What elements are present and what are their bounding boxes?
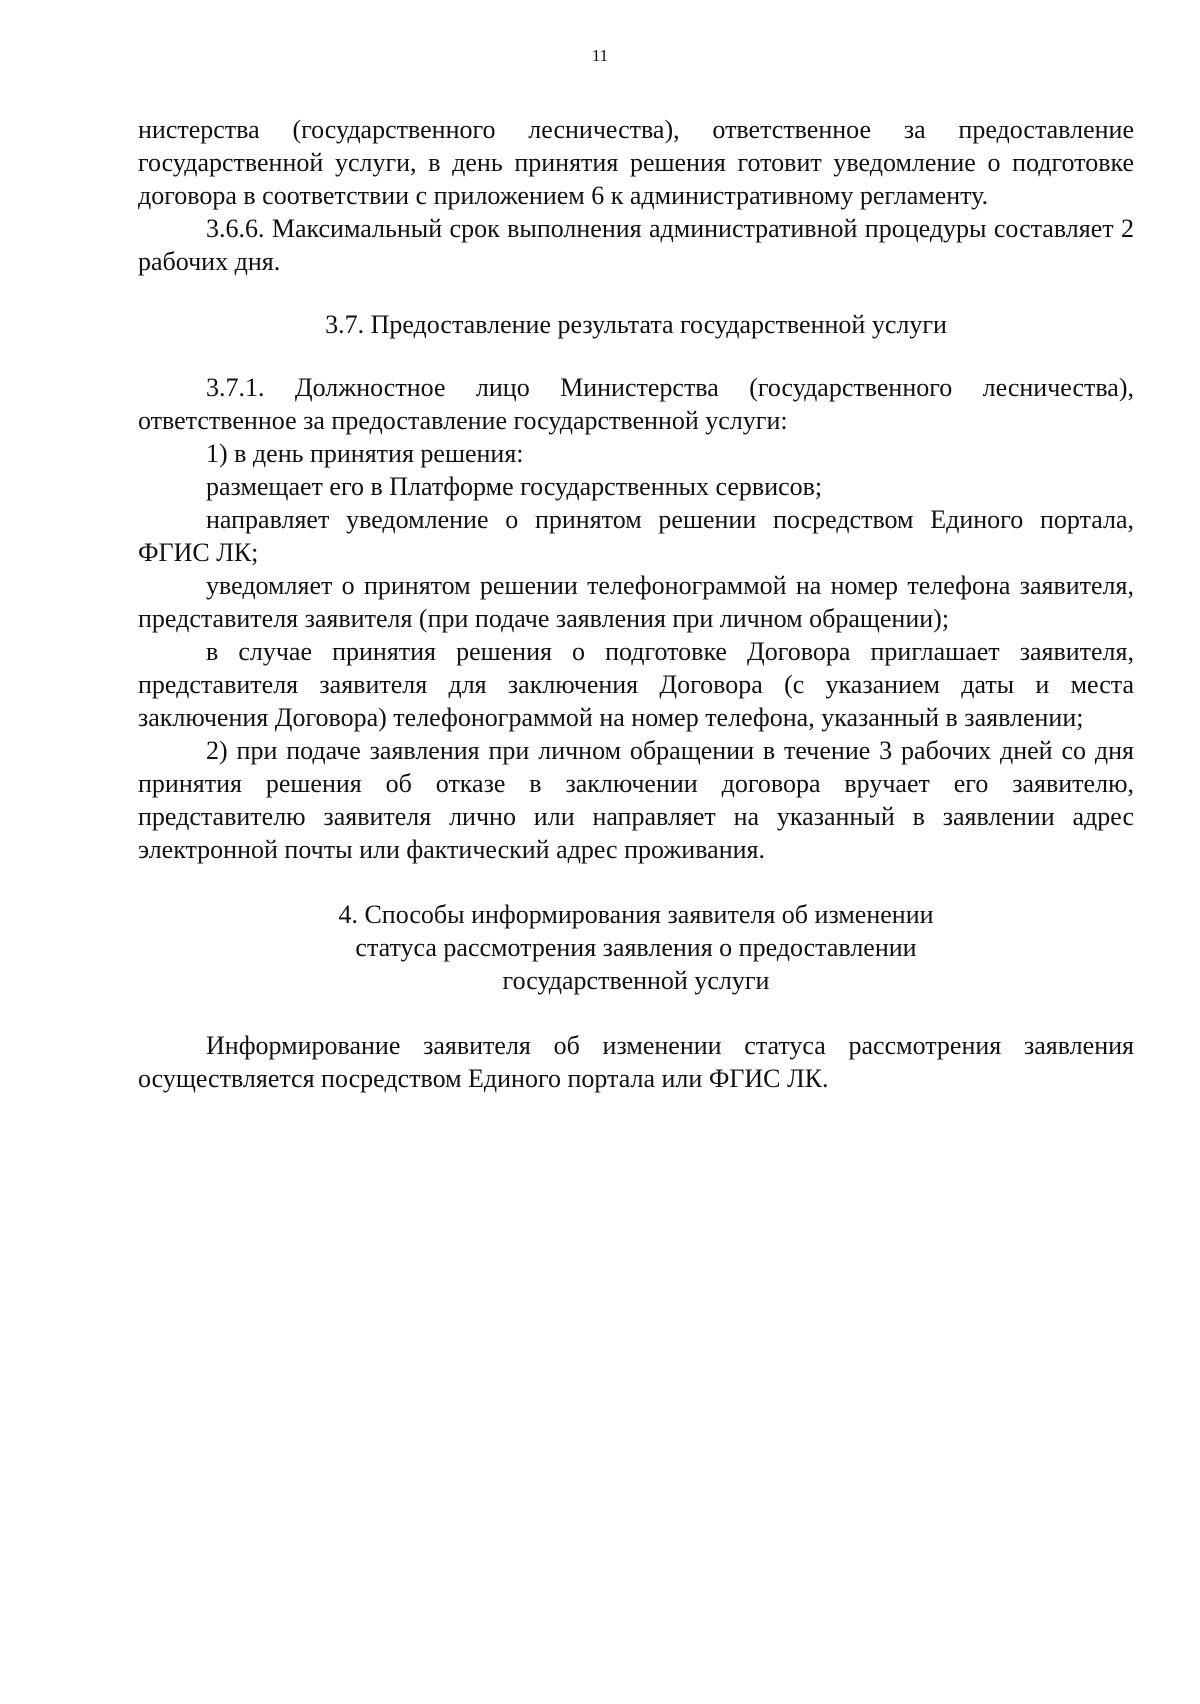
section-heading-4-line-2: статуса рассмотрения заявления о предоставлении [355,933,917,962]
list-item-1: 1) в день принятия решения: [206,439,524,468]
section-heading-4 [138,898,1134,997]
paragraph-3-6-6: 3.6.6. Максимальный срок выполнения административной процедуры составляет 2 рабочих дня. [138,214,1134,276]
section-heading-4-line-3: государственной услуги [502,966,770,995]
section-heading-4-line-1: 4. Способы информирования заявителя об изменении [338,900,934,929]
paragraph-3-7-1: 3.7.1. Должностное лицо Министерства (государственного лесничества), ответственное за предоставление государственной услуги: [138,373,1134,435]
list-item-2: 2) при подаче заявления при личном обращении в течение 3 рабочих дней со дня принятия решения об отказе в заключении договора вручает его заявителю, представителю заявителя лично или направляет на указанный в заявлении адрес электронной почты или фактический адрес проживания. [138,736,1134,864]
paragraph-section-4: Информирование заявителя об изменении статуса рассмотрения заявления осуществляется посредством Единого портала или ФГИС ЛК. [138,1031,1134,1093]
paragraph-continuation: нистерства (государственного лесничества), ответственное за предоставление государственной услуги, в день принятия решения готовит уведомление о подготовке договора в соответствии с приложением 6 к административному регламенту. [138,115,1134,210]
page-number: 11 [591,46,609,65]
list-subitem-notify-portal: направляет уведомление о принятом решении посредством Единого портала, ФГИС ЛК; [138,505,1134,567]
document-body [138,113,1134,1095]
section-heading-3-7: 3.7. Предоставление результата государственной услуги [325,310,947,339]
list-subitem-invite: в случае принятия решения о подготовке Договора приглашает заявителя, представителя заявителя для заключения Договора (с указанием даты и места заключения Договора) телефонограммой на номер телефона, указанный в заявлении; [138,637,1134,732]
list-subitem-notify-phone: уведомляет о принятом решении телефонограммой на номер телефона заявителя, представителя заявителя (при подаче заявления при личном обращении); [138,571,1134,633]
list-subitem-publish: размещает его в Платформе государственных сервисов; [206,472,823,501]
